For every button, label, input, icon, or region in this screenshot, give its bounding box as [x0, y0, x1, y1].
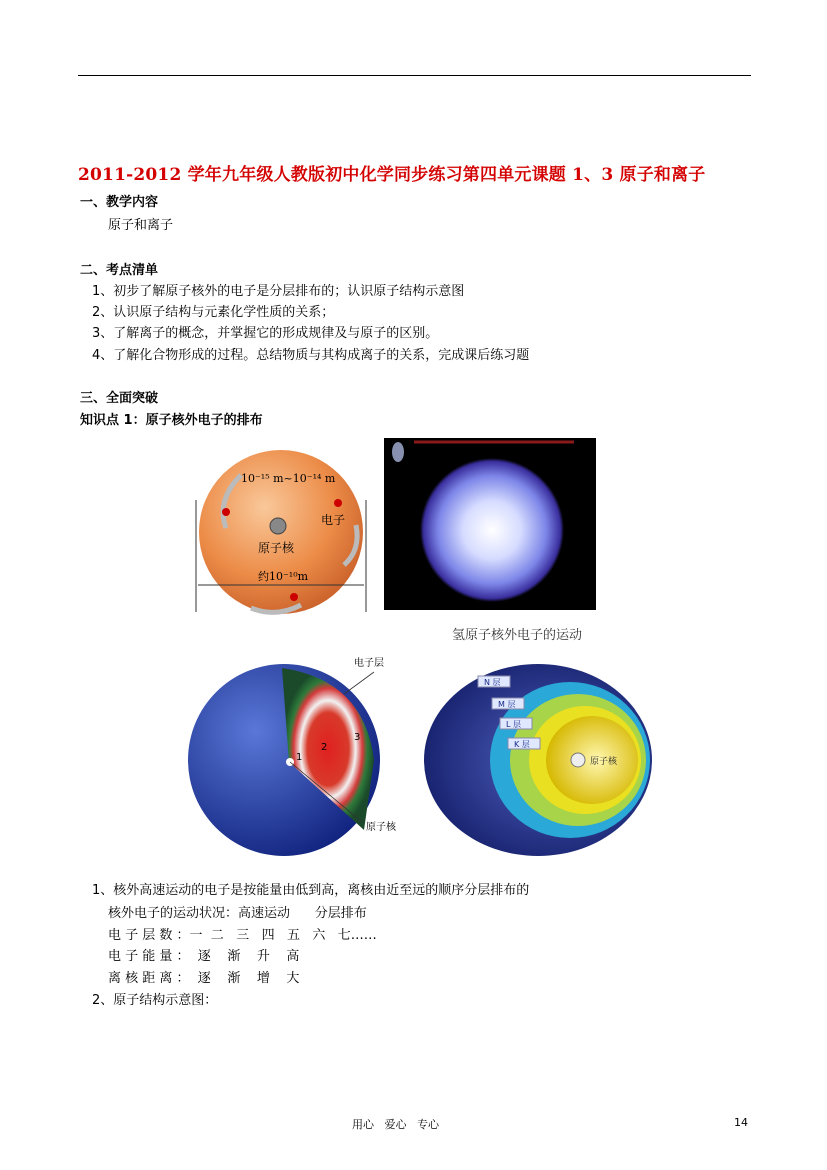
point-item: 3、了解离子的概念，并掌握它的形成规律及与原子的区别。 [92, 326, 439, 341]
electron-dot [222, 508, 230, 516]
body-paragraph: 核外电子的运动状况：高速运动 分层排布 [108, 906, 367, 921]
distance-row: 离 核 距 离 ： 逐 渐 增 大 [108, 971, 300, 986]
size-label-atom: 约10⁻¹⁰m [258, 570, 309, 583]
point-item: 4、了解化合物形成的过程。总结物质与其构成离子的关系，完成课后练习题 [92, 348, 530, 363]
electron-shells-figure [420, 660, 656, 860]
section-heading-points: 二、考点清单 [80, 263, 159, 278]
layer-number: 3 [354, 732, 361, 743]
hydrogen-cloud-figure [384, 438, 596, 610]
point-item: 2、认识原子结构与元素化学性质的关系； [92, 305, 335, 320]
electron-cloud [420, 458, 564, 602]
nucleus-icon [270, 518, 286, 534]
section-content-text: 原子和离子 [108, 218, 174, 233]
point-item: 1、初步了解原子核外的电子是分层排布的；认识原子结构示意图 [92, 284, 465, 299]
shell-label: N 层 [484, 678, 501, 687]
layer-count-row: 电 子 层 数 ：一 二 三 四 五 六 七…… [108, 928, 377, 943]
electron-label: 电子 [321, 513, 346, 527]
nucleus-label: 原子核 [590, 757, 618, 767]
size-label-top: 10⁻¹⁵ m~10⁻¹⁴ m [241, 472, 336, 485]
shell-label: L 层 [506, 720, 521, 729]
body-paragraph: 2、原子结构示意图： [92, 993, 218, 1008]
section-heading-content: 一、教学内容 [80, 195, 159, 210]
layer-number: 2 [321, 742, 328, 753]
page-number: 14 [734, 1116, 748, 1129]
electron-dot [290, 593, 298, 601]
knowledge-point-title: 知识点 1：原子核外电子的排布 [80, 413, 263, 428]
shell-label: M 层 [498, 700, 516, 709]
section-heading-breakthrough: 三、全面突破 [80, 391, 159, 406]
electron-dot [334, 499, 342, 507]
shell-label: K 层 [514, 740, 530, 749]
layer-number: 1 [296, 752, 303, 763]
document-title: 2011-2012 学年九年级人教版初中化学同步练习第四单元课题 1、3 原子和离子 [78, 165, 706, 185]
header-rule [78, 75, 751, 76]
energy-row: 电 子 能 量 ： 逐 渐 升 高 [108, 949, 300, 964]
nucleus-label: 原子核 [366, 822, 396, 833]
footer-motto: 用心 爱心 专心 [352, 1118, 439, 1131]
electron-layer-figure [184, 650, 396, 862]
nucleus-label: 原子核 [258, 541, 295, 555]
hydrogen-caption: 氢原子核外电子的运动 [452, 628, 583, 643]
electron-layer-label: 电子层 [354, 658, 384, 669]
body-paragraph: 1、核外高速运动的电子是按能量由低到高，离核由近至远的顺序分层排布的 [92, 883, 530, 898]
atom-size-figure [186, 440, 376, 620]
